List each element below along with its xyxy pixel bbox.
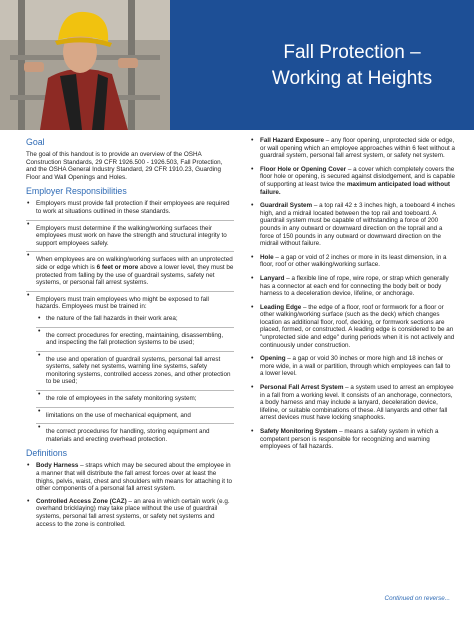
definition-term: Floor Hole or Opening Cover <box>260 165 347 173</box>
list-item <box>26 220 234 248</box>
worker-illustration <box>0 0 170 130</box>
definition-item <box>26 462 234 492</box>
training-list <box>36 315 234 444</box>
continued-link[interactable]: Continued on reverse... <box>384 595 450 602</box>
definition-item <box>250 202 455 248</box>
item-text-pre: When employees are on walking/working surfaces with an unprotected side or edge which is <box>36 256 233 271</box>
definition-term: Safety Monitoring System <box>260 428 338 435</box>
definition-text: – straps which may be secured about the employee in a manner that will distribute the fall arrest forces over at least the thighs, pelvis, waist, chest and shoulders with means for attaching it to other components of a personal fall arrest system. <box>36 462 233 493</box>
definition-item <box>250 384 455 422</box>
item-text-post: above a lower level, they must be protected from falling by the use of guardrail systems, safety net systems, or personal fall arrest systems. <box>36 263 234 287</box>
employer-heading: Employer Responsibilities <box>26 186 127 197</box>
definition-item <box>250 304 455 350</box>
worker-photo <box>0 0 170 130</box>
definition-text: – a system used to arrest an employee in a fall from a working level. It consists of an anchorage, connectors, a body harness and may include a lanyard, deceleration device, lifeline, or suitable combinations of these. All lanyards and other fall arrest devices must have locking snaphooks. <box>260 384 454 422</box>
left-column <box>26 137 234 533</box>
definition-text: – any floor opening, unprotected side or edge, or wall opening which an employee approaches within 6 feet without a guardrail system, personal fall arrest system, or safety net system. <box>260 137 455 160</box>
definitions-heading: Definitions <box>26 448 68 459</box>
definition-term: Fall Hazard Exposure <box>260 137 325 144</box>
definition-item <box>250 137 455 160</box>
definition-term: Hole <box>260 253 274 261</box>
training-item: • limitations on the use of mechanical equipment, and <box>36 407 234 420</box>
right-column <box>250 137 455 457</box>
definition-term: Leading Edge <box>260 303 302 311</box>
employer-list <box>26 200 234 443</box>
header-banner <box>0 0 474 130</box>
definition-term: Body Harness <box>36 462 79 470</box>
definition-item <box>250 275 455 298</box>
definition-item <box>250 254 455 269</box>
goal-text: The goal of this handout is to provide an overview of the OSHA Construction Standards, 29 CFR 1926.500 - 1926.503, Fall Protection, and the OSHA General Industry Standard, 29 CFR 1910.23, Guarding Floor and Wall Openings and Holes. <box>26 151 223 181</box>
item-text: Employers must determine if the walking/working surfaces their employees must work on have the strength and structural integrity to support employees safely. <box>36 224 227 247</box>
definition-text: – a cover which completely covers the floor hole or opening, is secured against dislodgement, and is capable of supporting at least twice the <box>260 165 455 188</box>
item-text: Employers must provide fall protection if their employees are required to work at situations outlined in these standards. <box>36 200 230 215</box>
training-item: • the nature of the fall hazards in their work area; <box>36 315 234 323</box>
definition-text: – the edge of a floor, roof or formwork for a floor or other walking/working surface (such as the deck) which changes location as additional floor, roof, decking, or formwork sections are placed, formed, or constructed. A leading edge is considered to be an "unprotected side and edge" during periods when it is not actively and continuously under construction. <box>260 303 455 349</box>
definition-term: Opening <box>260 355 286 363</box>
item-text: Employers must train employees who might be exposed to fall hazards. Employees must be trained in: <box>36 295 209 311</box>
list-item <box>26 291 234 444</box>
definition-item <box>250 166 455 196</box>
definition-term: Guardrail System <box>260 202 313 210</box>
definition-item <box>250 428 455 451</box>
training-item: • the role of employees in the safety monitoring system; <box>36 390 234 403</box>
goal-heading: Goal <box>26 137 45 147</box>
definition-text: – a gap or void of 2 inches or more in its least dimension, in a floor, roof or other walking/working surface. <box>260 253 447 269</box>
definitions-list-left <box>26 462 234 528</box>
definition-term: Personal Fall Arrest System <box>260 384 344 392</box>
definition-term: Controlled Access Zone (CAZ) <box>36 497 127 505</box>
definition-term: Lanyard <box>260 274 285 282</box>
title-line-1: Fall Protection – <box>283 42 421 63</box>
definition-text: – a top rail 42 ± 3 inches high, a toeboard 4 inches high, and a midrail located between the top rail and toeboard. A guardrail system must be capable of withstanding a force of 200 pounds in any outward or downward direction on the toprail and a force of 150 pounds in any outward or downward direction on the midrail without failure. <box>260 202 455 248</box>
page-title <box>236 40 468 92</box>
list-item <box>26 251 234 286</box>
definitions-list-right <box>250 137 455 451</box>
training-item: • the correct procedures for handling, storing equipment and materials and erecting overhead protection. <box>36 423 234 443</box>
definition-text: – means a safety system in which a competent person is responsible for recognizing and warning employees of fall hazards. <box>260 428 439 451</box>
definition-text-bold: maximum anticipated load without failure. <box>260 180 451 196</box>
item-text-bold: 6 feet or more <box>96 263 139 271</box>
training-item: • the use and operation of guardrail systems, personal fall arrest systems, safety net systems, warning line systems, safety monitoring systems, controlled access zones, and other protection to be used; <box>36 351 234 386</box>
training-item: • the correct procedures for erecting, maintaining, disassembling, and inspecting the fall protection systems to be used; <box>36 327 234 347</box>
definition-item <box>26 498 234 528</box>
definition-text: – an area in which certain work (e.g. overhand bricklaying) may take place without the use of guardrail systems, personal fall arrest systems, or safety net systems and access to the zone is controlled. <box>36 497 230 528</box>
definition-text: – a gap or void 30 inches or more high and 18 inches or more wide, in a wall or partition, through which employees can fall to a lower level. <box>260 355 451 378</box>
definition-text: – a flexible line of rope, wire rope, or strap which generally has a connector at each end for connecting the body belt or body harness to a deceleration device, lifeline, or anchorage. <box>260 274 449 298</box>
definition-item <box>250 355 455 378</box>
list-item <box>26 200 234 215</box>
title-line-2: Working at Heights <box>271 68 433 89</box>
